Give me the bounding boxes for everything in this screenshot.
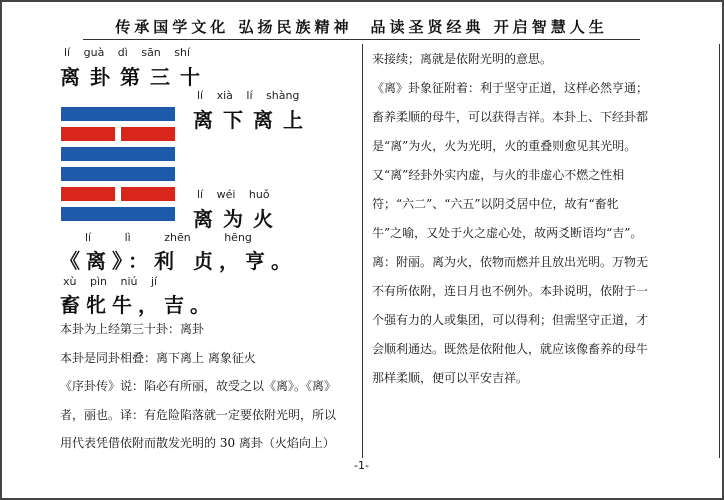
yin-line-segment <box>61 127 115 141</box>
text-line: 本卦是同卦相叠：离下离上 离象征火 <box>60 350 256 365</box>
hexagram-title: 离卦第三十 <box>60 65 210 89</box>
yin-line-segment <box>121 127 175 141</box>
text-line: 《序卦传》说：陷必有所丽，故受之以《离》。《离》 <box>60 379 337 393</box>
yin-line-segment <box>121 187 175 201</box>
text-line: 本卦为上经第三十卦：离卦 <box>60 322 205 336</box>
yang-line <box>61 167 175 181</box>
text-line: 离：附丽。离为火，依物而燃并且放出光明。万物无 <box>372 255 649 269</box>
yang-line <box>61 147 175 161</box>
yang-line <box>61 107 175 121</box>
text-line: 牛”之喻，又处于火之虚心处，故两爻断语均“吉”。 <box>372 226 643 240</box>
judgment-text: 《离》：利 贞，亨。 <box>60 249 297 273</box>
text-line: 者，丽也。译：有危险陷落就一定要依附光明，所以 <box>60 407 337 422</box>
text-line: 会顺利通达。既然是依附他人，就应该像畜养的母牛 <box>372 342 649 356</box>
page-number: -1- <box>354 459 369 472</box>
title-pinyin: lí guà dì sān shí <box>64 46 191 59</box>
text-line: 不有所依附，连日月也不例外。本卦说明，依附于一 <box>372 284 649 298</box>
page-header <box>83 16 640 40</box>
text-line: 是“离”为火，火为光明，火的重叠则愈见其光明。 <box>372 139 637 153</box>
name-pinyin: lí wéi huǒ <box>197 188 270 201</box>
text-line: 用代表凭借依附而散发光明的 30 离卦（火焰向上） <box>60 436 335 450</box>
text-line: 那样柔顺，便可以平安吉祥。 <box>372 371 529 385</box>
column-divider <box>362 44 363 458</box>
judgment-pinyin-2: xù pìn niú jí <box>63 275 158 288</box>
text-line: 《离》卦象征附着：利于坚守正道，这样必然亨通； <box>372 81 649 95</box>
text-line: 畜养柔顺的母牛，可以获得吉祥。本卦上、下经卦都 <box>372 110 649 124</box>
right-border <box>719 44 720 458</box>
judgment-text-2: 畜牝牛，吉。 <box>60 293 216 317</box>
header-left: 传承国学文化 弘扬民族精神 <box>115 18 353 36</box>
text-line: 又“离”经卦外实内虚，与火的非虚心不燃之性相 <box>372 168 625 182</box>
yang-line <box>61 207 175 221</box>
trigram-text: 离下离上 <box>193 108 313 132</box>
trigram-pinyin: lí xià lí shàng <box>197 89 300 102</box>
yin-line-segment <box>61 187 115 201</box>
hexagram-name: 离为火 <box>193 207 283 231</box>
text-line: 个强有力的人或集团，可以得利；但需坚守正道，才 <box>372 313 649 327</box>
header-right: 品读圣贤经典 开启智慧人生 <box>370 18 608 36</box>
judgment-pinyin: lí lì zhēn hēng <box>85 231 252 244</box>
text-line: 来接续；离就是依附光明的意思。 <box>372 52 553 66</box>
text-line: 符；“六二”、“六五”以阴爻居中位，故有“畜牝 <box>372 197 619 211</box>
